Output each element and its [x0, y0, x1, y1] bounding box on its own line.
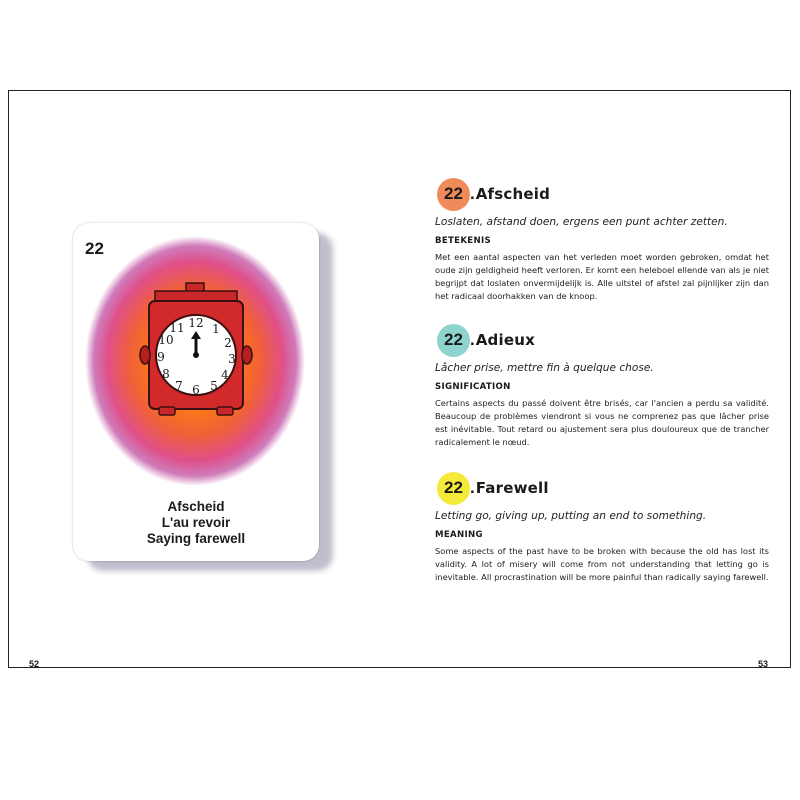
section-title: Afscheid: [475, 185, 551, 203]
book-spread: [8, 90, 791, 668]
number-badge: [437, 324, 470, 357]
card-caption-english: Saying farewell: [146, 531, 246, 546]
section-body: Certains aspects du passé doivent être brisés, car l'ancien a perdu sa validité. Beaucoup de problèmes viendront si vous ne comprenez pas que lâcher prise est inévitable. Tout retard ou ajustement sera plus douloureux que de trancher radicalement le nœud.: [435, 398, 769, 447]
tarot-card: [73, 223, 319, 561]
heading-dot: .: [470, 184, 475, 203]
heading-dot: .: [470, 330, 475, 349]
page-number-right: 53: [757, 659, 768, 669]
section-label: MEANING: [435, 530, 483, 540]
svg-text:12: 12: [188, 316, 204, 330]
section-heading: [435, 177, 769, 211]
page-number-left: 52: [29, 659, 40, 669]
svg-text:2: 2: [224, 336, 232, 350]
svg-text:10: 10: [158, 333, 174, 347]
section-body: Some aspects of the past have to be broken with because the old has lost its validity. A lot of misery will come from not understanding that letting go is inevitable. All procrastination will be more painful than radically saying farewell.: [435, 546, 769, 582]
card-number: 22: [85, 239, 104, 258]
section-body: Met een aantal aspecten van het verleden moet worden gebroken, omdat het oude zijn geldigheid heeft verloren. Er komt een heleboel ellende van als je niet begrijpt dat loslaten onvermijdelijk is. Alle uitstel of afstel zal pijnlijker zijn dan het radicaal doorhakken van de knoop.: [435, 252, 769, 301]
svg-text:6: 6: [192, 383, 200, 397]
section-title: Farewell: [475, 479, 549, 497]
section-heading: [435, 471, 769, 505]
svg-text:9: 9: [157, 350, 165, 364]
clock-illustration: [85, 233, 307, 495]
section-french: [435, 323, 769, 449]
badge-number: 22: [444, 184, 463, 203]
number-badge: [437, 178, 470, 211]
badge-number: 22: [444, 330, 463, 349]
section-label: SIGNIFICATION: [435, 382, 511, 392]
badge-number: 22: [444, 478, 463, 497]
svg-text:5: 5: [210, 379, 218, 393]
svg-text:4: 4: [221, 368, 229, 382]
number-badge: [437, 472, 470, 505]
svg-text:8: 8: [162, 367, 170, 381]
card-caption-dutch: Afscheid: [167, 499, 225, 514]
card-caption-french: L'au revoir: [161, 515, 231, 530]
section-title: Adieux: [475, 331, 535, 349]
svg-text:1: 1: [212, 322, 220, 336]
svg-text:11: 11: [169, 321, 185, 335]
section-label: BETEKENIS: [435, 236, 491, 246]
section-heading: [435, 323, 769, 357]
heading-dot: .: [470, 478, 475, 497]
section-english: [435, 471, 769, 584]
svg-text:7: 7: [175, 379, 183, 393]
card-captions: [73, 499, 319, 547]
section-subtitle: Lâcher prise, mettre fin à quelque chose.: [435, 362, 654, 374]
section-subtitle: Loslaten, afstand doen, ergens een punt achter zetten.: [435, 216, 728, 228]
section-dutch: [435, 177, 769, 303]
svg-text:3: 3: [228, 352, 236, 366]
section-subtitle: Letting go, giving up, putting an end to something.: [435, 510, 707, 522]
